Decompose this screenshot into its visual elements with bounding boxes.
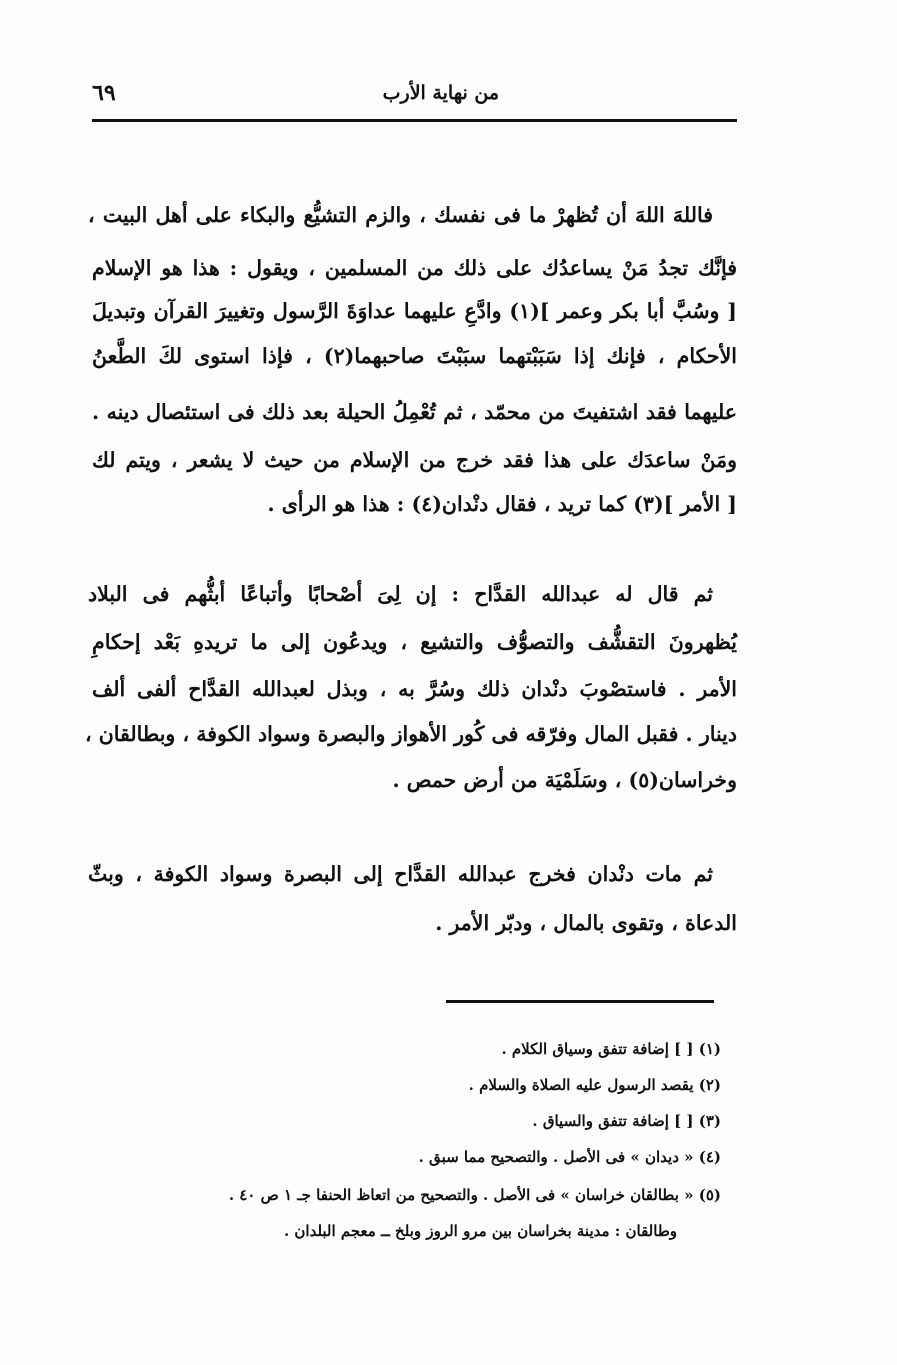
text-line: وخراسان(٥) ، وسَلَمْيَة من أرض حمص .: [392, 768, 737, 792]
text-line: فاللهَ اللهَ أن تُظهرْ ما فى نفسك ، والزم التشيُّع والبكاء على أهل البيت ،: [88, 203, 713, 227]
text-line: [ الأمر ](٣) كما تريد ، فقال دنْدان(٤) : هذا هو الرأى .: [267, 492, 737, 516]
footnote: (٣) [ ] إضافة تتفق والسياق .: [532, 1112, 721, 1130]
footnote: (٢) يقصد الرسول عليه الصلاة والسلام .: [468, 1076, 721, 1094]
running-title: من نهاية الأرب: [382, 82, 499, 104]
text-line: ثم مات دنْدان فخرج عبدالله القدَّاح إلى البصرة وسواد الكوفة ، وبثّ: [88, 862, 713, 886]
page-number: ٦٩: [92, 80, 116, 106]
text-line: دينار . فقبل المال وفرّقه فى كُور الأهواز والبصرة وسواد الكوفة ، وبطالقان ،: [84, 722, 737, 746]
text-line: ومَنْ ساعدَك على هذا فقد خرج من الإسلام من حيث لا يشعر ، ويتم لك: [92, 448, 737, 472]
text-line: يُظهرونَ التقشُّف والتصوُّف والتشيع ، ويدعُون إلى ما تريدهِ بَعْد إحكامِ: [92, 630, 737, 654]
header-rule: [92, 119, 737, 122]
footnote: (١) [ ] إضافة تتفق وسياق الكلام .: [501, 1040, 721, 1058]
text-line: ثم قال له عبدالله القدَّاح : إن لِىَ أصْحابًا وأتباعًا أبثُّهم فى البلاد: [88, 582, 713, 606]
footnote: (٥) « بطالقان خراسان » فى الأصل . والتصحيح من اتعاظ الحنفا جـ ١ ص ٤٠ .: [228, 1186, 721, 1204]
text-line: الأمر . فاستصْوبَ دنْدان ذلك وسُرَّ به ، وبذل لعبدالله القدَّاح ألفى ألف: [92, 677, 737, 701]
text-line: فإنَّك تجدُ مَنْ يساعدُك على ذلك من المسلمين ، ويقول : هذا هو الإسلام: [92, 256, 737, 280]
text-line: الدعاة ، وتقوى بالمال ، ودبّر الأمر .: [435, 911, 737, 935]
text-line: [ وسُبَّ أبا بكر وعمر ](١) وادَّعِ عليهما عداوَةَ الرَّسول وتغييرَ القرآن وتبديلَ: [92, 299, 737, 323]
text-line: الأحكام ، فإنك إذا سَبَبْتهما سبَبْتَ صاحبهما(٢) ، فإذا استوى لكَ الطَّعنُ: [92, 344, 737, 368]
footnote-continuation: وطالقان : مدينة بخراسان بين مرو الروز وبلخ ــ معجم البلدان .: [283, 1222, 677, 1240]
page-header: [92, 72, 737, 120]
text-line: عليهما فقد اشتفيتَ من محمّد ، ثم تُعْمِلُ الحيلة بعد ذلك فى استئصال دينه .: [92, 400, 737, 424]
footnote: (٤) « ديدان » فى الأصل . والتصحيح مما سبق .: [418, 1148, 721, 1166]
footnote-rule: [446, 1000, 714, 1003]
